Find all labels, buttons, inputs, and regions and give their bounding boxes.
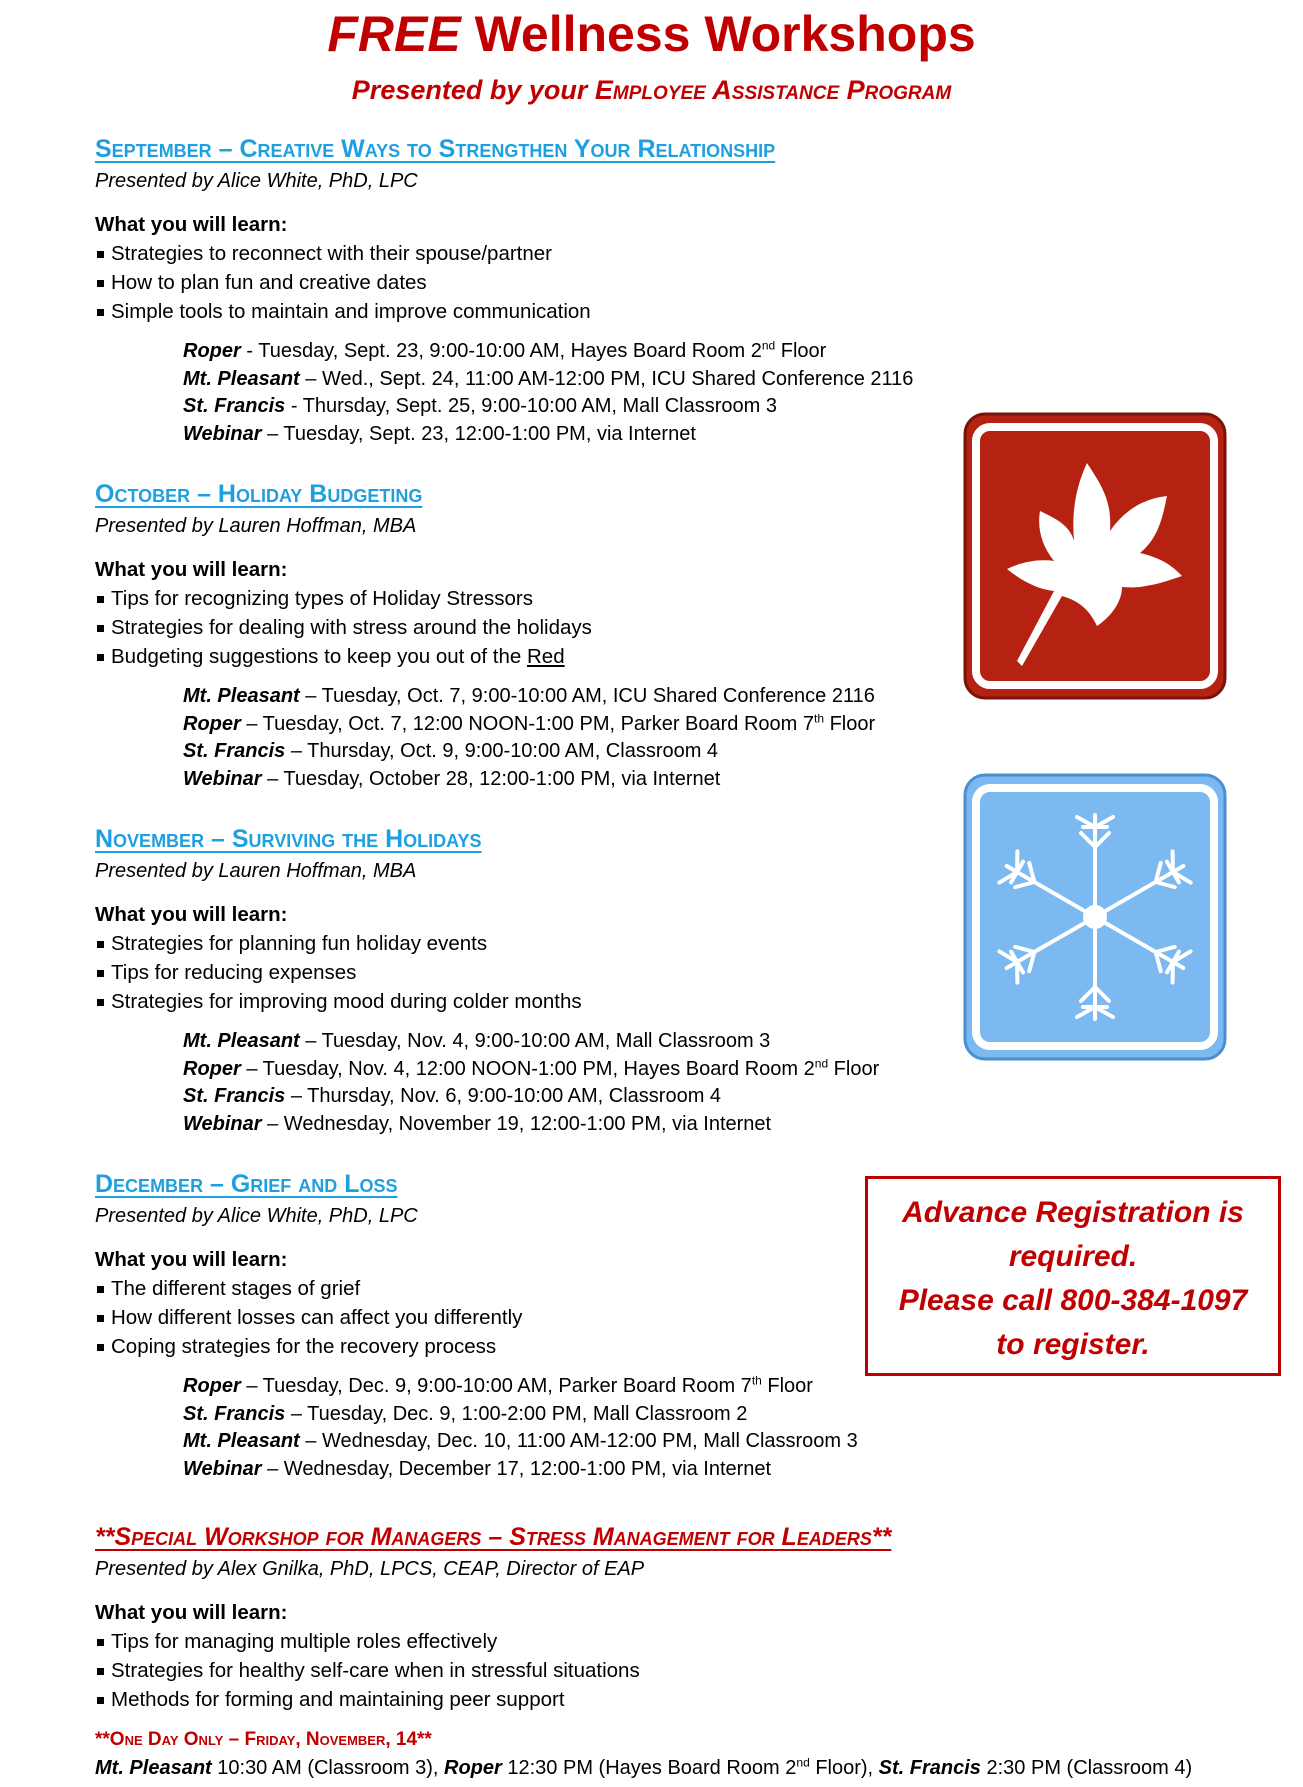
registration-line: Advance Registration is — [902, 1196, 1244, 1229]
list-item: The different stages of grief — [95, 1274, 955, 1303]
location: St. Francis — [183, 1402, 286, 1425]
separator: – — [285, 1402, 308, 1425]
details: 10:30 AM (Classroom 3), — [211, 1757, 445, 1779]
list-item: Strategies for planning fun holiday events — [95, 929, 955, 958]
schedule-row — [183, 1428, 955, 1456]
ordinal: nd — [761, 338, 776, 353]
bullet-list — [95, 584, 955, 671]
registration-line: required. — [1008, 1240, 1138, 1273]
separator: – — [299, 1430, 322, 1452]
separator: – — [285, 1085, 308, 1107]
section-heading[interactable]: October – Holiday Budgeting — [95, 480, 423, 508]
bullet-list — [95, 239, 955, 326]
learn-label: What you will learn: — [95, 558, 288, 581]
details: Tuesday, Oct. 7, 9:00-10:00 AM, ICU Shared Conference 2116 — [321, 685, 875, 707]
separator: - — [285, 395, 303, 417]
schedule — [183, 683, 955, 793]
maple-leaf-icon — [962, 411, 1228, 701]
section-managers — [95, 1520, 1275, 1782]
location: St. Francis — [878, 1757, 981, 1779]
location: Mt. Pleasant — [183, 367, 300, 390]
separator: – — [299, 1030, 322, 1052]
title-free: FREE — [327, 6, 461, 62]
details: Tuesday, Nov. 4, 9:00-10:00 AM, Mall Classroom 3 — [321, 1030, 771, 1052]
schedule — [183, 1028, 955, 1138]
list-item: Simple tools to maintain and improve communication — [95, 297, 955, 326]
details-end: Floor — [824, 712, 876, 735]
section-heading[interactable]: December – Grief and Loss — [95, 1170, 398, 1198]
details: Tuesday, Nov. 4, 12:00 NOON-1:00 PM, Hayes Board Room 2 — [262, 1057, 815, 1080]
location: Webinar — [183, 767, 262, 790]
learn-label: What you will learn: — [95, 903, 288, 926]
location: Mt. Pleasant — [183, 685, 300, 707]
separator: - — [240, 340, 259, 362]
section-december — [95, 1167, 955, 1483]
details: Tuesday, Sept. 23, 9:00-10:00 AM, Hayes Board Room 2 — [258, 340, 762, 362]
learn-label: What you will learn: — [95, 1601, 288, 1624]
location: Roper — [444, 1757, 502, 1779]
location: Roper — [183, 1057, 241, 1080]
details: Thursday, Sept. 25, 9:00-10:00 AM, Mall Classroom 3 — [302, 395, 777, 417]
details: Thursday, Oct. 9, 9:00-10:00 AM, Classroom 4 — [307, 740, 719, 762]
list-item: How to plan fun and creative dates — [95, 268, 955, 297]
schedule-row — [183, 421, 955, 449]
ordinal: nd — [796, 1755, 810, 1770]
section-heading[interactable]: **Special Workshop for Managers – Stress Management for Leaders** — [95, 1523, 892, 1551]
details: Wednesday, December 17, 12:00-1:00 PM, via Internet — [283, 1457, 772, 1480]
page-title — [0, 2, 1303, 66]
separator: – — [261, 422, 284, 445]
list-item: Tips for recognizing types of Holiday Stressors — [95, 584, 955, 613]
schedule — [183, 338, 955, 448]
separator: – — [261, 1112, 284, 1135]
details: Tuesday, October 28, 12:00-1:00 PM, via Internet — [283, 767, 721, 790]
list-item: Strategies to reconnect with their spouse/partner — [95, 239, 955, 268]
schedule-row — [183, 393, 955, 421]
details: Tuesday, Sept. 23, 12:00-1:00 PM, via Internet — [283, 422, 696, 445]
details-end: Floor — [775, 340, 827, 362]
bullet-list — [95, 929, 955, 1016]
presenter: Presented by Alice White, PhD, LPC — [95, 170, 418, 192]
list-item: Strategies for healthy self-care when in stressful situations — [95, 1656, 1275, 1685]
bullet-text: Budgeting suggestions to keep you out of the — [111, 645, 527, 668]
schedule-row — [183, 711, 955, 739]
list-item: Coping strategies for the recovery process — [95, 1332, 955, 1361]
separator: – — [285, 740, 308, 762]
subtitle-program: Employee Assistance Program — [594, 75, 952, 105]
details: Thursday, Nov. 6, 9:00-10:00 AM, Classroom 4 — [307, 1085, 722, 1107]
details: 2:30 PM (Classroom 4) — [980, 1757, 1193, 1779]
ordinal: th — [751, 1373, 762, 1388]
section-heading[interactable]: November – Surviving the Holidays — [95, 825, 482, 853]
location: Mt. Pleasant — [183, 1030, 300, 1052]
location: St. Francis — [183, 1085, 286, 1107]
schedule-row — [183, 1373, 955, 1401]
one-day-only: **One Day Only – Friday, November, 14** — [95, 1729, 432, 1750]
separator: – — [240, 1375, 263, 1397]
separator: – — [240, 1057, 263, 1080]
separator: – — [299, 685, 322, 707]
separator: – — [261, 1457, 284, 1480]
presenter: Presented by Lauren Hoffman, MBA — [95, 515, 417, 537]
ordinal: th — [814, 710, 825, 725]
title-rest: Wellness Workshops — [474, 6, 976, 62]
list-item: Tips for reducing expenses — [95, 958, 955, 987]
details: Tuesday, Oct. 7, 12:00 NOON-1:00 PM, Parker Board Room 7 — [262, 712, 815, 735]
details: Tuesday, Dec. 9, 9:00-10:00 AM, Parker Board Room 7 — [262, 1375, 752, 1397]
location: Webinar — [183, 422, 262, 445]
bullet-list — [95, 1274, 955, 1361]
presenter: Presented by Alex Gnilka, PhD, LPCS, CEAP, Director of EAP — [95, 1558, 645, 1580]
location: Mt. Pleasant — [183, 1430, 300, 1452]
details-end: Floor — [828, 1057, 880, 1080]
details: 12:30 PM (Hayes Board Room 2 — [501, 1757, 797, 1779]
schedule-row — [183, 338, 955, 366]
separator: – — [299, 367, 322, 390]
schedule-row — [183, 1028, 955, 1056]
learn-label: What you will learn: — [95, 213, 288, 236]
list-item: Strategies for dealing with stress around the holidays — [95, 613, 955, 642]
details-end: Floor), — [809, 1757, 879, 1779]
details: Wednesday, Dec. 10, 11:00 AM-12:00 PM, Mall Classroom 3 — [321, 1430, 858, 1452]
registration-notice — [865, 1176, 1281, 1376]
details: Wednesday, November 19, 12:00-1:00 PM, via Internet — [283, 1112, 772, 1135]
location: Webinar — [183, 1112, 262, 1135]
location: Mt. Pleasant — [95, 1757, 212, 1779]
presenter: Presented by Alice White, PhD, LPC — [95, 1205, 418, 1227]
bullet-list — [95, 1627, 1275, 1714]
registration-line: to register. — [996, 1328, 1150, 1361]
ordinal: nd — [814, 1055, 829, 1070]
location: St. Francis — [183, 395, 286, 417]
location: St. Francis — [183, 740, 286, 762]
section-heading[interactable]: September – Creative Ways to Strengthen Your Relationship — [95, 135, 776, 163]
separator: – — [261, 767, 284, 790]
location: Roper — [183, 1375, 241, 1397]
schedule-row — [183, 683, 955, 711]
details-end: Floor — [761, 1375, 813, 1397]
learn-label: What you will learn: — [95, 1248, 288, 1271]
schedule-row — [183, 1401, 955, 1429]
registration-phone[interactable]: Please call 800-384-1097 — [898, 1284, 1248, 1317]
presenter: Presented by Lauren Hoffman, MBA — [95, 860, 417, 882]
bullet-underlined: Red — [527, 645, 565, 668]
schedule-row — [183, 1083, 955, 1111]
location: Webinar — [183, 1457, 262, 1480]
page-subtitle — [0, 70, 1303, 110]
details: Tuesday, Dec. 9, 1:00-2:00 PM, Mall Classroom 2 — [307, 1402, 748, 1425]
snowflake-icon — [962, 772, 1228, 1062]
subtitle-prefix: Presented by your — [351, 75, 588, 105]
location: Roper — [183, 340, 241, 362]
schedule-row — [183, 1456, 955, 1484]
list-item: Methods for forming and maintaining peer support — [95, 1685, 1275, 1714]
schedule — [183, 1373, 955, 1483]
managers-schedule — [95, 1754, 1275, 1782]
schedule-row — [183, 1056, 955, 1084]
section-october — [95, 477, 955, 793]
location: Roper — [183, 712, 241, 735]
separator: – — [240, 712, 263, 735]
section-september — [95, 132, 955, 448]
schedule-row — [183, 366, 955, 394]
list-item: Strategies for improving mood during colder months — [95, 987, 955, 1016]
schedule-row — [183, 1111, 955, 1139]
list-item: How different losses can affect you differently — [95, 1303, 955, 1332]
list-item: Tips for managing multiple roles effectively — [95, 1627, 1275, 1656]
details: Wed., Sept. 24, 11:00 AM-12:00 PM, ICU Shared Conference 2116 — [321, 367, 914, 390]
list-item — [95, 642, 955, 671]
schedule-row — [183, 766, 955, 794]
schedule-row — [183, 738, 955, 766]
section-november — [95, 822, 955, 1138]
